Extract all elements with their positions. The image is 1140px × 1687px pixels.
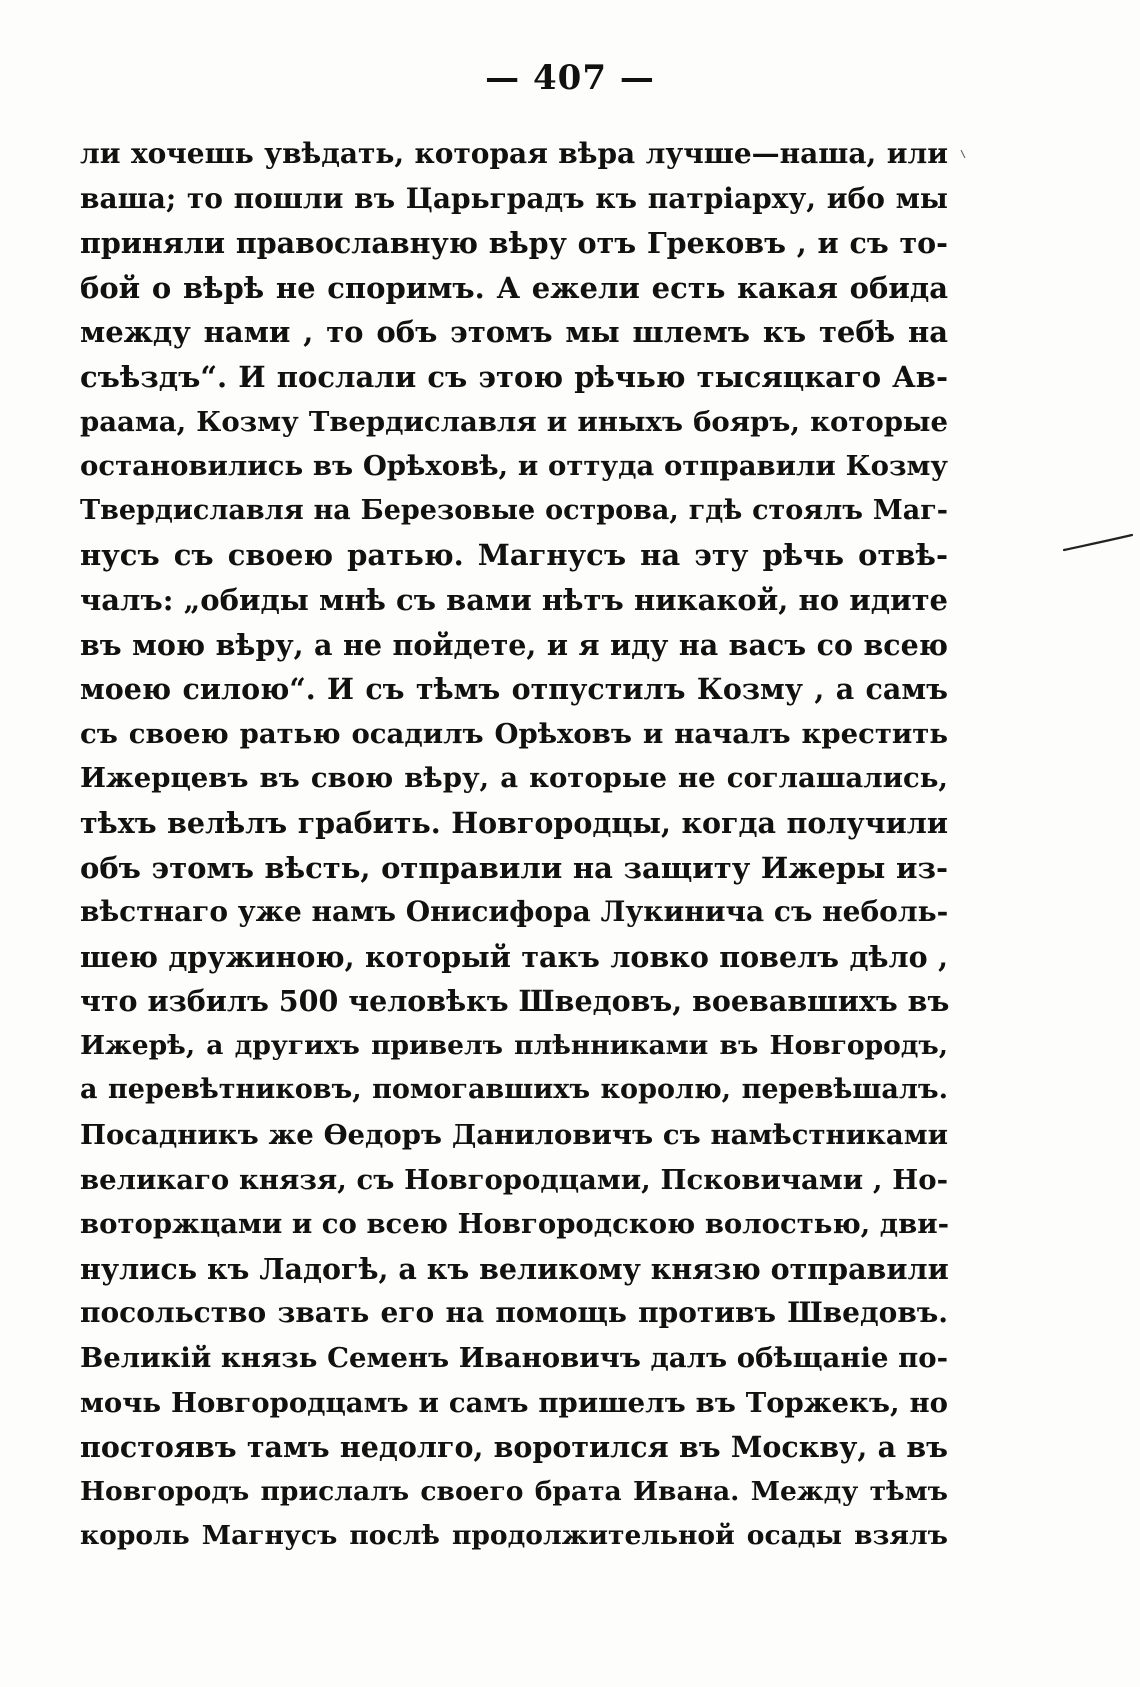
margin-pen-mark bbox=[1062, 532, 1134, 552]
text-line: Великій князь Семенъ Ивановичъ далъ обѣщаніе по- bbox=[80, 1342, 948, 1375]
body-text bbox=[80, 132, 948, 1559]
text-line: моею силою“. И съ тѣмъ отпустилъ Козму , а самъ bbox=[80, 672, 948, 707]
text-line: тѣхъ велѣлъ грабить. Новгородцы, когда получили bbox=[80, 805, 948, 840]
text-line: ли хочешь увѣдать, которая вѣра лучше—наша, или bbox=[80, 137, 948, 170]
text-line: что избилъ 500 человѣкъ Шведовъ, воевавшихъ въ bbox=[80, 984, 950, 1019]
text-line: Посадникъ же Ѳедоръ Даниловичъ съ намѣстниками bbox=[80, 1119, 948, 1152]
text-line: Ижерцевъ въ свою вѣру, а которые не соглашались, bbox=[80, 762, 948, 795]
text-line: приняли православную вѣру отъ Грековъ , и съ то- bbox=[80, 226, 948, 261]
text-line: шею дружиною, который такъ ловко повелъ дѣло , bbox=[80, 939, 948, 974]
text-line: король Магнусъ послѣ продолжительной осады взялъ bbox=[80, 1520, 948, 1552]
text-line: а перевѣтниковъ, помогавшихъ королю, перевѣшалъ. bbox=[80, 1074, 948, 1106]
text-line: Твердиславля на Березовые острова, гдѣ стоялъ Маг- bbox=[80, 494, 948, 526]
text-line: бой о вѣрѣ не споримъ. А ежели есть какая обида bbox=[80, 270, 948, 305]
text-line: раама, Козму Твердиславля и иныхъ бояръ, которые bbox=[80, 405, 948, 438]
text-line: съѣздъ“. И послали съ этою рѣчью тысяцкаго Ав- bbox=[80, 359, 948, 394]
text-line: постоявъ тамъ недолго, воротился въ Москву, а въ bbox=[80, 1430, 948, 1465]
text-line: объ этомъ вѣсть, отправили на защиту Ижеры из- bbox=[80, 850, 948, 885]
text-line: въ мою вѣру, а не пойдете, и я иду на васъ со всею bbox=[80, 627, 948, 662]
text-line: вѣстнаго уже намъ Онисифора Лукинича съ неболь- bbox=[80, 895, 949, 929]
text-line: нулись къ Ладогѣ, а къ великому князю отправили bbox=[80, 1251, 949, 1286]
page-number: — 407 — bbox=[485, 58, 655, 98]
text-line: нусъ съ своею ратью. Магнусъ на эту рѣчь отвѣ- bbox=[80, 538, 948, 573]
text-line: Новгородъ прислалъ своего брата Ивана. Между тѣмъ bbox=[80, 1475, 948, 1507]
text-line: съ своею ратью осадилъ Орѣховъ и началъ крестить bbox=[80, 717, 948, 750]
text-line: Ижерѣ, а другихъ привелъ плѣнниками въ Новгородъ, bbox=[80, 1029, 948, 1061]
text-line: мочь Новгородцамъ и самъ пришелъ въ Торжекъ, но bbox=[80, 1386, 948, 1419]
speck-mark bbox=[960, 150, 966, 158]
text-line: ваша; то пошли въ Царьградъ къ патріарху, ибо мы bbox=[80, 181, 948, 215]
text-line: воторжцами и со всею Новгородскою волостью, дви- bbox=[80, 1208, 950, 1241]
text-line: между нами , то объ этомъ мы шлемъ къ тебѣ на bbox=[80, 315, 948, 350]
text-line: посольство звать его на помощь противъ Шведовъ. bbox=[80, 1296, 948, 1330]
text-line: остановились въ Орѣховѣ, и оттуда отправили Козму bbox=[80, 450, 948, 483]
text-line: чалъ: „обиды мнѣ съ вами нѣтъ никакой, но идите bbox=[80, 582, 948, 617]
text-line: великаго князя, съ Новгородцами, Псковичами , Но- bbox=[80, 1163, 948, 1196]
